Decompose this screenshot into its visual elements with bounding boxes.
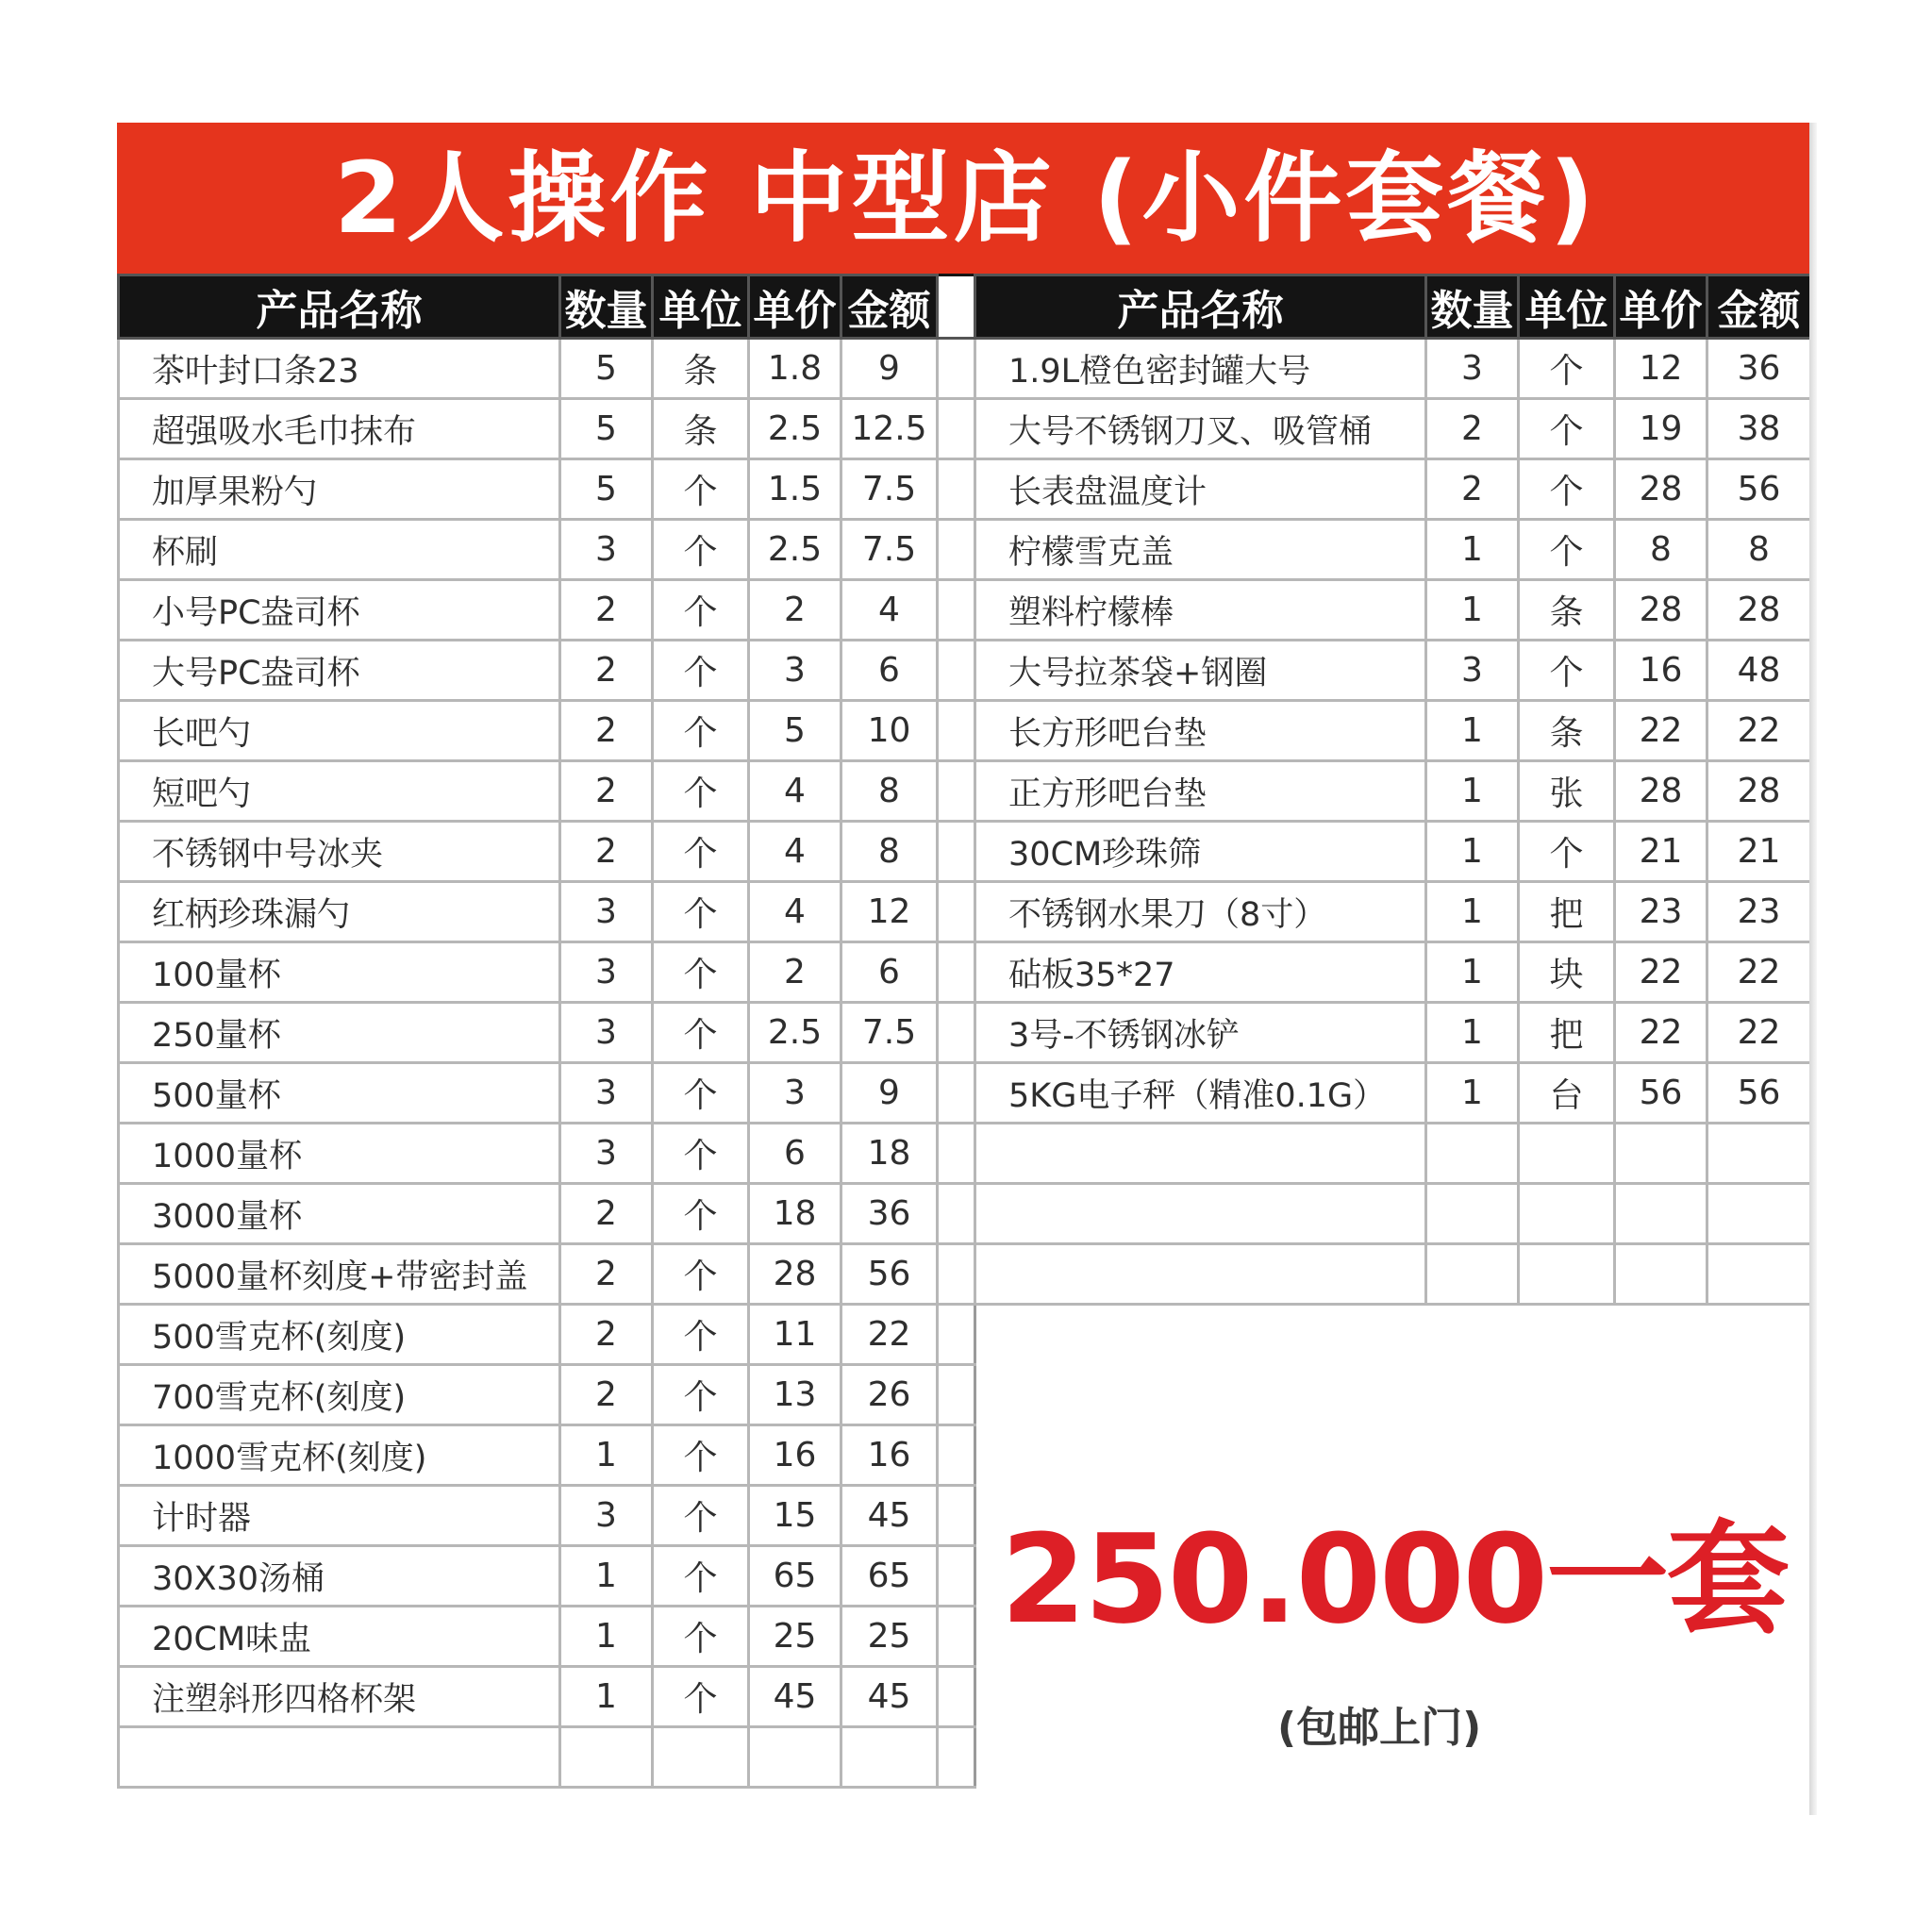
cell-name: 塑料柠檬棒	[975, 580, 1426, 641]
table-row	[119, 399, 975, 459]
table-row	[119, 1607, 975, 1667]
cell-name: 不锈钢水果刀（8寸）	[975, 882, 1426, 942]
price-list-sheet	[117, 123, 1815, 1815]
cell-unit: 个	[1519, 641, 1615, 701]
cell-amount: 9	[841, 1063, 938, 1124]
cell-qty: 2	[1426, 399, 1519, 459]
cell-name: 正方形吧台垫	[975, 761, 1426, 822]
cell-qty: 1	[560, 1425, 653, 1486]
cell-unit: 条	[653, 339, 749, 399]
table-header-row	[119, 275, 975, 339]
cell-name: 注塑斜形四格杯架	[119, 1667, 560, 1727]
cell-qty: 1	[1426, 882, 1519, 942]
cell-spacer	[938, 1607, 975, 1667]
header-name: 产品名称	[119, 275, 560, 339]
cell-price	[749, 1727, 841, 1788]
cell-amount: 28	[1707, 761, 1811, 822]
cell-spacer	[938, 1305, 975, 1365]
cell-amount: 16	[841, 1425, 938, 1486]
table-row	[119, 1425, 975, 1486]
cell-price: 1.8	[749, 339, 841, 399]
header-unit: 单位	[653, 275, 749, 339]
cell-spacer	[938, 520, 975, 580]
cell-unit: 个	[653, 459, 749, 520]
cell-spacer	[938, 1124, 975, 1184]
cell-spacer	[938, 339, 975, 399]
header-unit: 单位	[1519, 275, 1615, 339]
cell-unit: 个	[653, 1607, 749, 1667]
cell-price: 45	[749, 1667, 841, 1727]
cell-unit: 个	[1519, 459, 1615, 520]
cell-qty: 2	[560, 822, 653, 882]
cell-unit: 把	[1519, 1003, 1615, 1063]
cell-qty	[1426, 1184, 1519, 1244]
table-row	[119, 822, 975, 882]
cell-unit: 个	[1519, 339, 1615, 399]
table-row	[119, 1244, 975, 1305]
table-row	[975, 641, 1811, 701]
cell-spacer	[938, 1244, 975, 1305]
cell-spacer	[938, 1486, 975, 1546]
cell-name	[119, 1727, 560, 1788]
cell-price: 8	[1615, 520, 1707, 580]
table-row	[119, 459, 975, 520]
cell-unit: 个	[653, 1365, 749, 1425]
left-table-body	[119, 339, 975, 1788]
cell-qty: 3	[1426, 339, 1519, 399]
cell-qty: 1	[1426, 520, 1519, 580]
cell-qty: 2	[560, 580, 653, 641]
cell-price: 23	[1615, 882, 1707, 942]
table-row	[119, 520, 975, 580]
right-product-table	[974, 274, 1812, 1306]
cell-qty: 1	[1426, 580, 1519, 641]
cell-name: 100量杯	[119, 942, 560, 1003]
cell-unit: 个	[653, 1546, 749, 1607]
table-row	[119, 701, 975, 761]
cell-qty: 3	[560, 882, 653, 942]
cell-unit: 个	[653, 520, 749, 580]
cell-unit	[1519, 1124, 1615, 1184]
cell-unit: 个	[653, 942, 749, 1003]
cell-qty: 3	[560, 1063, 653, 1124]
cell-qty: 1	[1426, 701, 1519, 761]
cell-qty	[1426, 1244, 1519, 1305]
cell-spacer	[938, 459, 975, 520]
table-row	[975, 1244, 1811, 1305]
cell-name: 250量杯	[119, 1003, 560, 1063]
cell-amount: 65	[841, 1546, 938, 1607]
cell-price	[1615, 1184, 1707, 1244]
cell-amount: 25	[841, 1607, 938, 1667]
cell-unit	[1519, 1244, 1615, 1305]
table-row	[119, 1546, 975, 1607]
table-row	[119, 580, 975, 641]
cell-name	[975, 1184, 1426, 1244]
table-row	[975, 520, 1811, 580]
table-row	[975, 761, 1811, 822]
cell-name: 砧板35*27	[975, 942, 1426, 1003]
cell-name: 计时器	[119, 1486, 560, 1546]
cell-amount: 8	[841, 761, 938, 822]
cell-spacer	[938, 822, 975, 882]
cell-name: 500量杯	[119, 1063, 560, 1124]
cell-price: 16	[1615, 641, 1707, 701]
paper-edge	[1809, 123, 1817, 1815]
cell-spacer	[938, 701, 975, 761]
cell-name: 5KG电子秤（精准0.1G）	[975, 1063, 1426, 1124]
cell-amount: 8	[841, 822, 938, 882]
cell-name	[975, 1124, 1426, 1184]
cell-amount: 12	[841, 882, 938, 942]
cell-price: 28	[1615, 761, 1707, 822]
cell-name: 小号PC盎司杯	[119, 580, 560, 641]
cell-amount	[1707, 1184, 1811, 1244]
cell-qty	[1426, 1124, 1519, 1184]
cell-price: 22	[1615, 942, 1707, 1003]
cell-unit: 块	[1519, 942, 1615, 1003]
cell-spacer	[938, 882, 975, 942]
cell-price: 28	[1615, 580, 1707, 641]
cell-price: 2.5	[749, 520, 841, 580]
cell-qty: 1	[1426, 942, 1519, 1003]
cell-amount	[841, 1727, 938, 1788]
cell-unit: 个	[653, 701, 749, 761]
cell-price: 2.5	[749, 399, 841, 459]
cell-unit: 个	[653, 1244, 749, 1305]
cell-name: 短吧勺	[119, 761, 560, 822]
header-spacer	[938, 275, 975, 339]
table-row	[119, 1124, 975, 1184]
cell-amount: 6	[841, 641, 938, 701]
cell-name: 红柄珍珠漏勺	[119, 882, 560, 942]
cell-amount	[1707, 1244, 1811, 1305]
cell-price: 13	[749, 1365, 841, 1425]
cell-amount: 56	[1707, 459, 1811, 520]
left-product-table	[117, 274, 976, 1789]
cell-unit: 条	[1519, 701, 1615, 761]
cell-price: 15	[749, 1486, 841, 1546]
cell-price	[1615, 1244, 1707, 1305]
table-row	[119, 1486, 975, 1546]
table-row	[119, 942, 975, 1003]
cell-amount: 56	[841, 1244, 938, 1305]
table-row	[975, 1003, 1811, 1063]
cell-qty: 1	[560, 1607, 653, 1667]
cell-qty: 1	[1426, 1003, 1519, 1063]
cell-name: 30CM珍珠筛	[975, 822, 1426, 882]
cell-amount	[1707, 1124, 1811, 1184]
cell-name: 1.9L橙色密封罐大号	[975, 339, 1426, 399]
table-row	[975, 399, 1811, 459]
cell-unit: 个	[653, 1486, 749, 1546]
cell-name: 茶叶封口条23	[119, 339, 560, 399]
header-amount: 金额	[1707, 275, 1811, 339]
table-row	[119, 761, 975, 822]
cell-spacer	[938, 1184, 975, 1244]
cell-unit: 个	[653, 1003, 749, 1063]
table-row	[119, 882, 975, 942]
cell-qty: 5	[560, 399, 653, 459]
table-row	[975, 882, 1811, 942]
cell-spacer	[938, 942, 975, 1003]
cell-price: 65	[749, 1546, 841, 1607]
cell-unit: 个	[653, 1305, 749, 1365]
cell-qty: 1	[560, 1546, 653, 1607]
cell-name: 长吧勺	[119, 701, 560, 761]
cell-qty: 2	[560, 641, 653, 701]
cell-qty: 2	[560, 1305, 653, 1365]
cell-name: 杯刷	[119, 520, 560, 580]
cell-amount: 48	[1707, 641, 1811, 701]
cell-qty: 2	[560, 1184, 653, 1244]
header-price: 单价	[749, 275, 841, 339]
cell-price: 3	[749, 1063, 841, 1124]
cell-qty: 3	[560, 1486, 653, 1546]
cell-qty: 2	[560, 761, 653, 822]
cell-name: 加厚果粉勺	[119, 459, 560, 520]
cell-amount: 18	[841, 1124, 938, 1184]
page-title: 2人操作 中型店 (小件套餐)	[117, 123, 1815, 274]
shipping-note: (包邮上门)	[1277, 1704, 1482, 1752]
cell-amount: 23	[1707, 882, 1811, 942]
cell-spacer	[938, 641, 975, 701]
cell-price: 28	[1615, 459, 1707, 520]
cell-name: 长方形吧台垫	[975, 701, 1426, 761]
cell-price: 25	[749, 1607, 841, 1667]
cell-unit: 个	[653, 1124, 749, 1184]
table-row	[975, 580, 1811, 641]
cell-name	[975, 1244, 1426, 1305]
cell-price: 3	[749, 641, 841, 701]
cell-unit: 个	[1519, 822, 1615, 882]
cell-qty: 2	[560, 701, 653, 761]
cell-qty: 3	[560, 1003, 653, 1063]
cell-amount: 36	[841, 1184, 938, 1244]
cell-name: 20CM味盅	[119, 1607, 560, 1667]
table-header-row	[975, 275, 1811, 339]
cell-price: 22	[1615, 1003, 1707, 1063]
cell-amount: 36	[1707, 339, 1811, 399]
cell-qty	[560, 1727, 653, 1788]
cell-qty: 5	[560, 459, 653, 520]
cell-amount: 26	[841, 1365, 938, 1425]
table-row	[119, 1727, 975, 1788]
cell-price: 28	[749, 1244, 841, 1305]
cell-amount: 4	[841, 580, 938, 641]
table-row	[119, 1063, 975, 1124]
cell-name: 大号拉茶袋+钢圈	[975, 641, 1426, 701]
cell-amount: 6	[841, 942, 938, 1003]
cell-price: 11	[749, 1305, 841, 1365]
table-row	[119, 1184, 975, 1244]
total-price: 250.000一套	[1000, 1507, 1789, 1651]
cell-spacer	[938, 1667, 975, 1727]
cell-amount: 22	[1707, 1003, 1811, 1063]
cell-amount: 7.5	[841, 459, 938, 520]
cell-unit: 个	[653, 1184, 749, 1244]
cell-spacer	[938, 1003, 975, 1063]
cell-qty: 2	[560, 1365, 653, 1425]
cell-qty: 3	[560, 1124, 653, 1184]
cell-unit: 个	[1519, 399, 1615, 459]
cell-qty: 3	[560, 942, 653, 1003]
table-row	[119, 1365, 975, 1425]
cell-qty: 3	[560, 520, 653, 580]
cell-amount: 56	[1707, 1063, 1811, 1124]
cell-qty: 2	[560, 1244, 653, 1305]
cell-unit: 把	[1519, 882, 1615, 942]
cell-unit	[1519, 1184, 1615, 1244]
header-qty: 数量	[1426, 275, 1519, 339]
cell-spacer	[938, 1546, 975, 1607]
cell-spacer	[938, 1365, 975, 1425]
table-row	[975, 1184, 1811, 1244]
cell-name: 超强吸水毛巾抹布	[119, 399, 560, 459]
cell-name: 30X30汤桶	[119, 1546, 560, 1607]
cell-amount: 45	[841, 1667, 938, 1727]
header-price: 单价	[1615, 275, 1707, 339]
cell-qty: 2	[1426, 459, 1519, 520]
cell-price: 22	[1615, 701, 1707, 761]
table-row	[119, 339, 975, 399]
table-row	[119, 1305, 975, 1365]
cell-qty: 1	[1426, 761, 1519, 822]
cell-name: 500雪克杯(刻度)	[119, 1305, 560, 1365]
cell-amount: 38	[1707, 399, 1811, 459]
cell-unit: 个	[653, 641, 749, 701]
cell-amount: 8	[1707, 520, 1811, 580]
cell-name: 不锈钢中号冰夹	[119, 822, 560, 882]
cell-price	[1615, 1124, 1707, 1184]
cell-unit	[653, 1727, 749, 1788]
cell-price: 2	[749, 580, 841, 641]
cell-name: 大号不锈钢刀叉、吸管桶	[975, 399, 1426, 459]
table-row	[975, 822, 1811, 882]
cell-name: 3000量杯	[119, 1184, 560, 1244]
header-name: 产品名称	[975, 275, 1426, 339]
cell-name: 柠檬雪克盖	[975, 520, 1426, 580]
table-row	[119, 641, 975, 701]
cell-price: 12	[1615, 339, 1707, 399]
cell-unit: 个	[653, 1667, 749, 1727]
cell-name: 1000雪克杯(刻度)	[119, 1425, 560, 1486]
cell-price: 4	[749, 822, 841, 882]
table-row	[975, 942, 1811, 1003]
cell-qty: 1	[1426, 1063, 1519, 1124]
cell-qty: 5	[560, 339, 653, 399]
cell-price: 2.5	[749, 1003, 841, 1063]
cell-spacer	[938, 761, 975, 822]
cell-qty: 3	[1426, 641, 1519, 701]
table-row	[975, 1063, 1811, 1124]
cell-spacer	[938, 399, 975, 459]
cell-name: 700雪克杯(刻度)	[119, 1365, 560, 1425]
cell-unit: 台	[1519, 1063, 1615, 1124]
cell-price: 18	[749, 1184, 841, 1244]
cell-qty: 1	[1426, 822, 1519, 882]
cell-name: 大号PC盎司杯	[119, 641, 560, 701]
cell-name: 长表盘温度计	[975, 459, 1426, 520]
cell-price: 16	[749, 1425, 841, 1486]
cell-amount: 7.5	[841, 520, 938, 580]
cell-name: 1000量杯	[119, 1124, 560, 1184]
cell-price: 1.5	[749, 459, 841, 520]
table-row	[119, 1003, 975, 1063]
cell-price: 6	[749, 1124, 841, 1184]
cell-unit: 个	[653, 882, 749, 942]
cell-amount: 10	[841, 701, 938, 761]
cell-spacer	[938, 580, 975, 641]
cell-unit: 个	[653, 1425, 749, 1486]
cell-name: 5000量杯刻度+带密封盖	[119, 1244, 560, 1305]
cell-price: 5	[749, 701, 841, 761]
cell-amount: 45	[841, 1486, 938, 1546]
cell-amount: 22	[1707, 701, 1811, 761]
cell-unit: 条	[1519, 580, 1615, 641]
cell-amount: 12.5	[841, 399, 938, 459]
cell-amount: 21	[1707, 822, 1811, 882]
cell-amount: 7.5	[841, 1003, 938, 1063]
cell-price: 56	[1615, 1063, 1707, 1124]
cell-unit: 个	[653, 580, 749, 641]
right-table-body	[975, 339, 1811, 1305]
cell-unit: 条	[653, 399, 749, 459]
table-row	[975, 459, 1811, 520]
table-row	[975, 339, 1811, 399]
cell-amount: 22	[1707, 942, 1811, 1003]
cell-amount: 22	[841, 1305, 938, 1365]
cell-unit: 个	[1519, 520, 1615, 580]
table-row	[975, 701, 1811, 761]
cell-amount: 9	[841, 339, 938, 399]
cell-unit: 张	[1519, 761, 1615, 822]
cell-unit: 个	[653, 1063, 749, 1124]
cell-unit: 个	[653, 822, 749, 882]
cell-price: 19	[1615, 399, 1707, 459]
header-qty: 数量	[560, 275, 653, 339]
table-row	[975, 1124, 1811, 1184]
cell-name: 3号-不锈钢冰铲	[975, 1003, 1426, 1063]
cell-spacer	[938, 1063, 975, 1124]
cell-price: 21	[1615, 822, 1707, 882]
cell-unit: 个	[653, 761, 749, 822]
cell-qty: 1	[560, 1667, 653, 1727]
header-amount: 金额	[841, 275, 938, 339]
table-row	[119, 1667, 975, 1727]
cell-price: 2	[749, 942, 841, 1003]
cell-spacer	[938, 1425, 975, 1486]
cell-spacer	[938, 1727, 975, 1788]
cell-price: 4	[749, 761, 841, 822]
cell-price: 4	[749, 882, 841, 942]
cell-amount: 28	[1707, 580, 1811, 641]
